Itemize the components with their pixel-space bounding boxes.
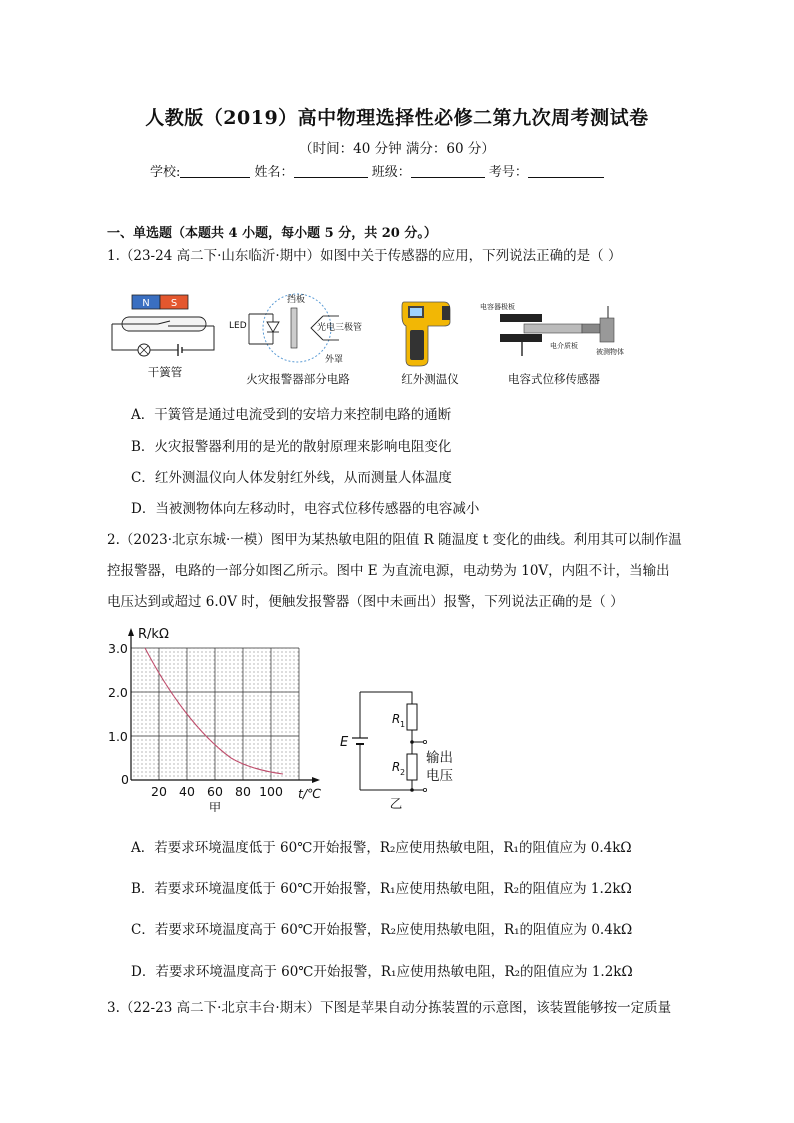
graph-xtick: 60 xyxy=(207,784,223,799)
q2-option-d[interactable]: D．若要求环境温度高于 60℃开始报警，R₁应使用热敏电阻，R₂的阻值应为 1.2kΩ xyxy=(131,964,633,980)
reed-switch-caption: 干簧管 xyxy=(147,365,183,379)
graph-ytick: 1.0 xyxy=(108,729,128,744)
circuit-caption: 乙 xyxy=(389,796,403,811)
alarm-circuit-diagram xyxy=(336,688,476,812)
dielectric-label: 电介质板 xyxy=(550,342,578,350)
graph-xtick: 40 xyxy=(179,784,195,799)
student-info-line xyxy=(150,161,604,180)
ir-thermometer-caption: 红外测温仪 xyxy=(401,372,459,386)
q1-option-c[interactable]: C．红外测温仪向人体发射红外线，从而测量人体温度 xyxy=(131,470,452,486)
output-label-1: 输出 xyxy=(426,750,453,766)
capacitor-plate-label: 电容器极板 xyxy=(480,303,515,311)
r1-label: R xyxy=(392,712,401,726)
fire-alarm-caption: 火灾报警器部分电路 xyxy=(246,372,350,386)
name-field[interactable] xyxy=(294,164,368,178)
section-heading: 一、单选题（本题共 4 小题，每小题 5 分，共 20 分。） xyxy=(107,226,437,241)
baffle-label: 挡板 xyxy=(287,295,306,305)
fire-alarm-figure xyxy=(225,290,385,375)
graph-xlabel: t/℃ xyxy=(298,786,322,801)
question-3-stem: 3.（22-23 高二下·北京丰台·期末）下图是苹果自动分拣装置的示意图，该装置能够按一定质量 xyxy=(107,1000,672,1016)
output-label-2: 电压 xyxy=(426,768,453,784)
capacitive-sensor-caption: 电容式位移传感器 xyxy=(508,372,600,386)
cover-label: 外罩 xyxy=(325,355,344,365)
emf-label: E xyxy=(340,735,349,750)
r2-label: R xyxy=(392,760,401,774)
graph-ylabel: R/kΩ xyxy=(138,627,169,642)
graph-xtick: 20 xyxy=(151,784,167,799)
magnet-n-label: N xyxy=(142,298,150,309)
ir-thermometer-figure xyxy=(398,296,458,370)
question-2-stem xyxy=(107,525,692,618)
graph-xtick: 100 xyxy=(259,784,283,799)
capacitive-sensor-figure xyxy=(480,302,660,364)
exam-subtitle: （时间：40 分钟 满分：60 分） xyxy=(299,141,495,157)
graph-ytick: 2.0 xyxy=(108,685,128,700)
magnet-s-label: S xyxy=(170,298,178,309)
school-field[interactable] xyxy=(180,164,250,178)
r1-subscript: 1 xyxy=(400,720,406,729)
graph-ytick: 3.0 xyxy=(108,641,128,656)
q2-stem-line: 控报警器，电路的一部分如图乙所示。图中 E 为直流电源，电动势为 10V，内阻不计，当输出 xyxy=(107,563,670,579)
page-title: 人教版（2019）高中物理选择性必修二第九次周考测试卷 xyxy=(145,107,649,129)
q1-option-d[interactable]: D．当被测物体向左移动时，电容式位移传感器的电容减小 xyxy=(131,501,480,517)
name-label: 姓名： xyxy=(254,165,294,180)
q1-option-b[interactable]: B．火灾报警器利用的是光的散射原理来影响电阻变化 xyxy=(131,439,452,455)
q2-option-b[interactable]: B．若要求环境温度低于 60℃开始报警，R₁应使用热敏电阻，R₂的阻值应为 1.2kΩ xyxy=(131,881,632,897)
q2-stem-line: 2.（2023·北京东城·一模）图甲为某热敏电阻的阻值 R 随温度 t 变化的曲线。利用其可以制作温 xyxy=(107,532,682,548)
graph-ytick: 0 xyxy=(121,772,129,787)
exam-no-label: 考号： xyxy=(488,165,528,180)
q2-option-a[interactable]: A．若要求环境温度低于 60℃开始报警，R₂应使用热敏电阻，R₁的阻值应为 0.4kΩ xyxy=(131,840,632,856)
phototransistor-label: 光电三极管 xyxy=(317,323,363,333)
q2-option-c[interactable]: C．若要求环境温度高于 60℃开始报警，R₂应使用热敏电阻，R₁的阻值应为 0.4kΩ xyxy=(131,922,633,938)
exam-no-field[interactable] xyxy=(528,164,604,178)
q2-stem-line: 电压达到或超过 6.0V 时，便触发报警器（图中未画出）报警，下列说法正确的是（ ） xyxy=(107,594,624,610)
reed-switch-figure xyxy=(108,292,218,358)
school-label: 学校: xyxy=(150,165,181,180)
r2-subscript: 2 xyxy=(400,768,406,777)
graph-caption: 甲 xyxy=(208,800,222,812)
question-1-stem: 1.（23-24 高二下·山东临沂·期中）如图中关于传感器的应用，下列说法正确的是（ ） xyxy=(107,248,622,264)
q1-option-a[interactable]: A．干簧管是通过电流受到的安培力来控制电路的通断 xyxy=(131,407,452,423)
graph-xtick: 80 xyxy=(235,784,251,799)
class-label: 班级： xyxy=(371,165,411,180)
resistance-temperature-graph xyxy=(108,622,333,812)
class-field[interactable] xyxy=(411,164,485,178)
object-label: 被测物体 xyxy=(596,348,624,356)
led-label: LED xyxy=(229,321,247,331)
